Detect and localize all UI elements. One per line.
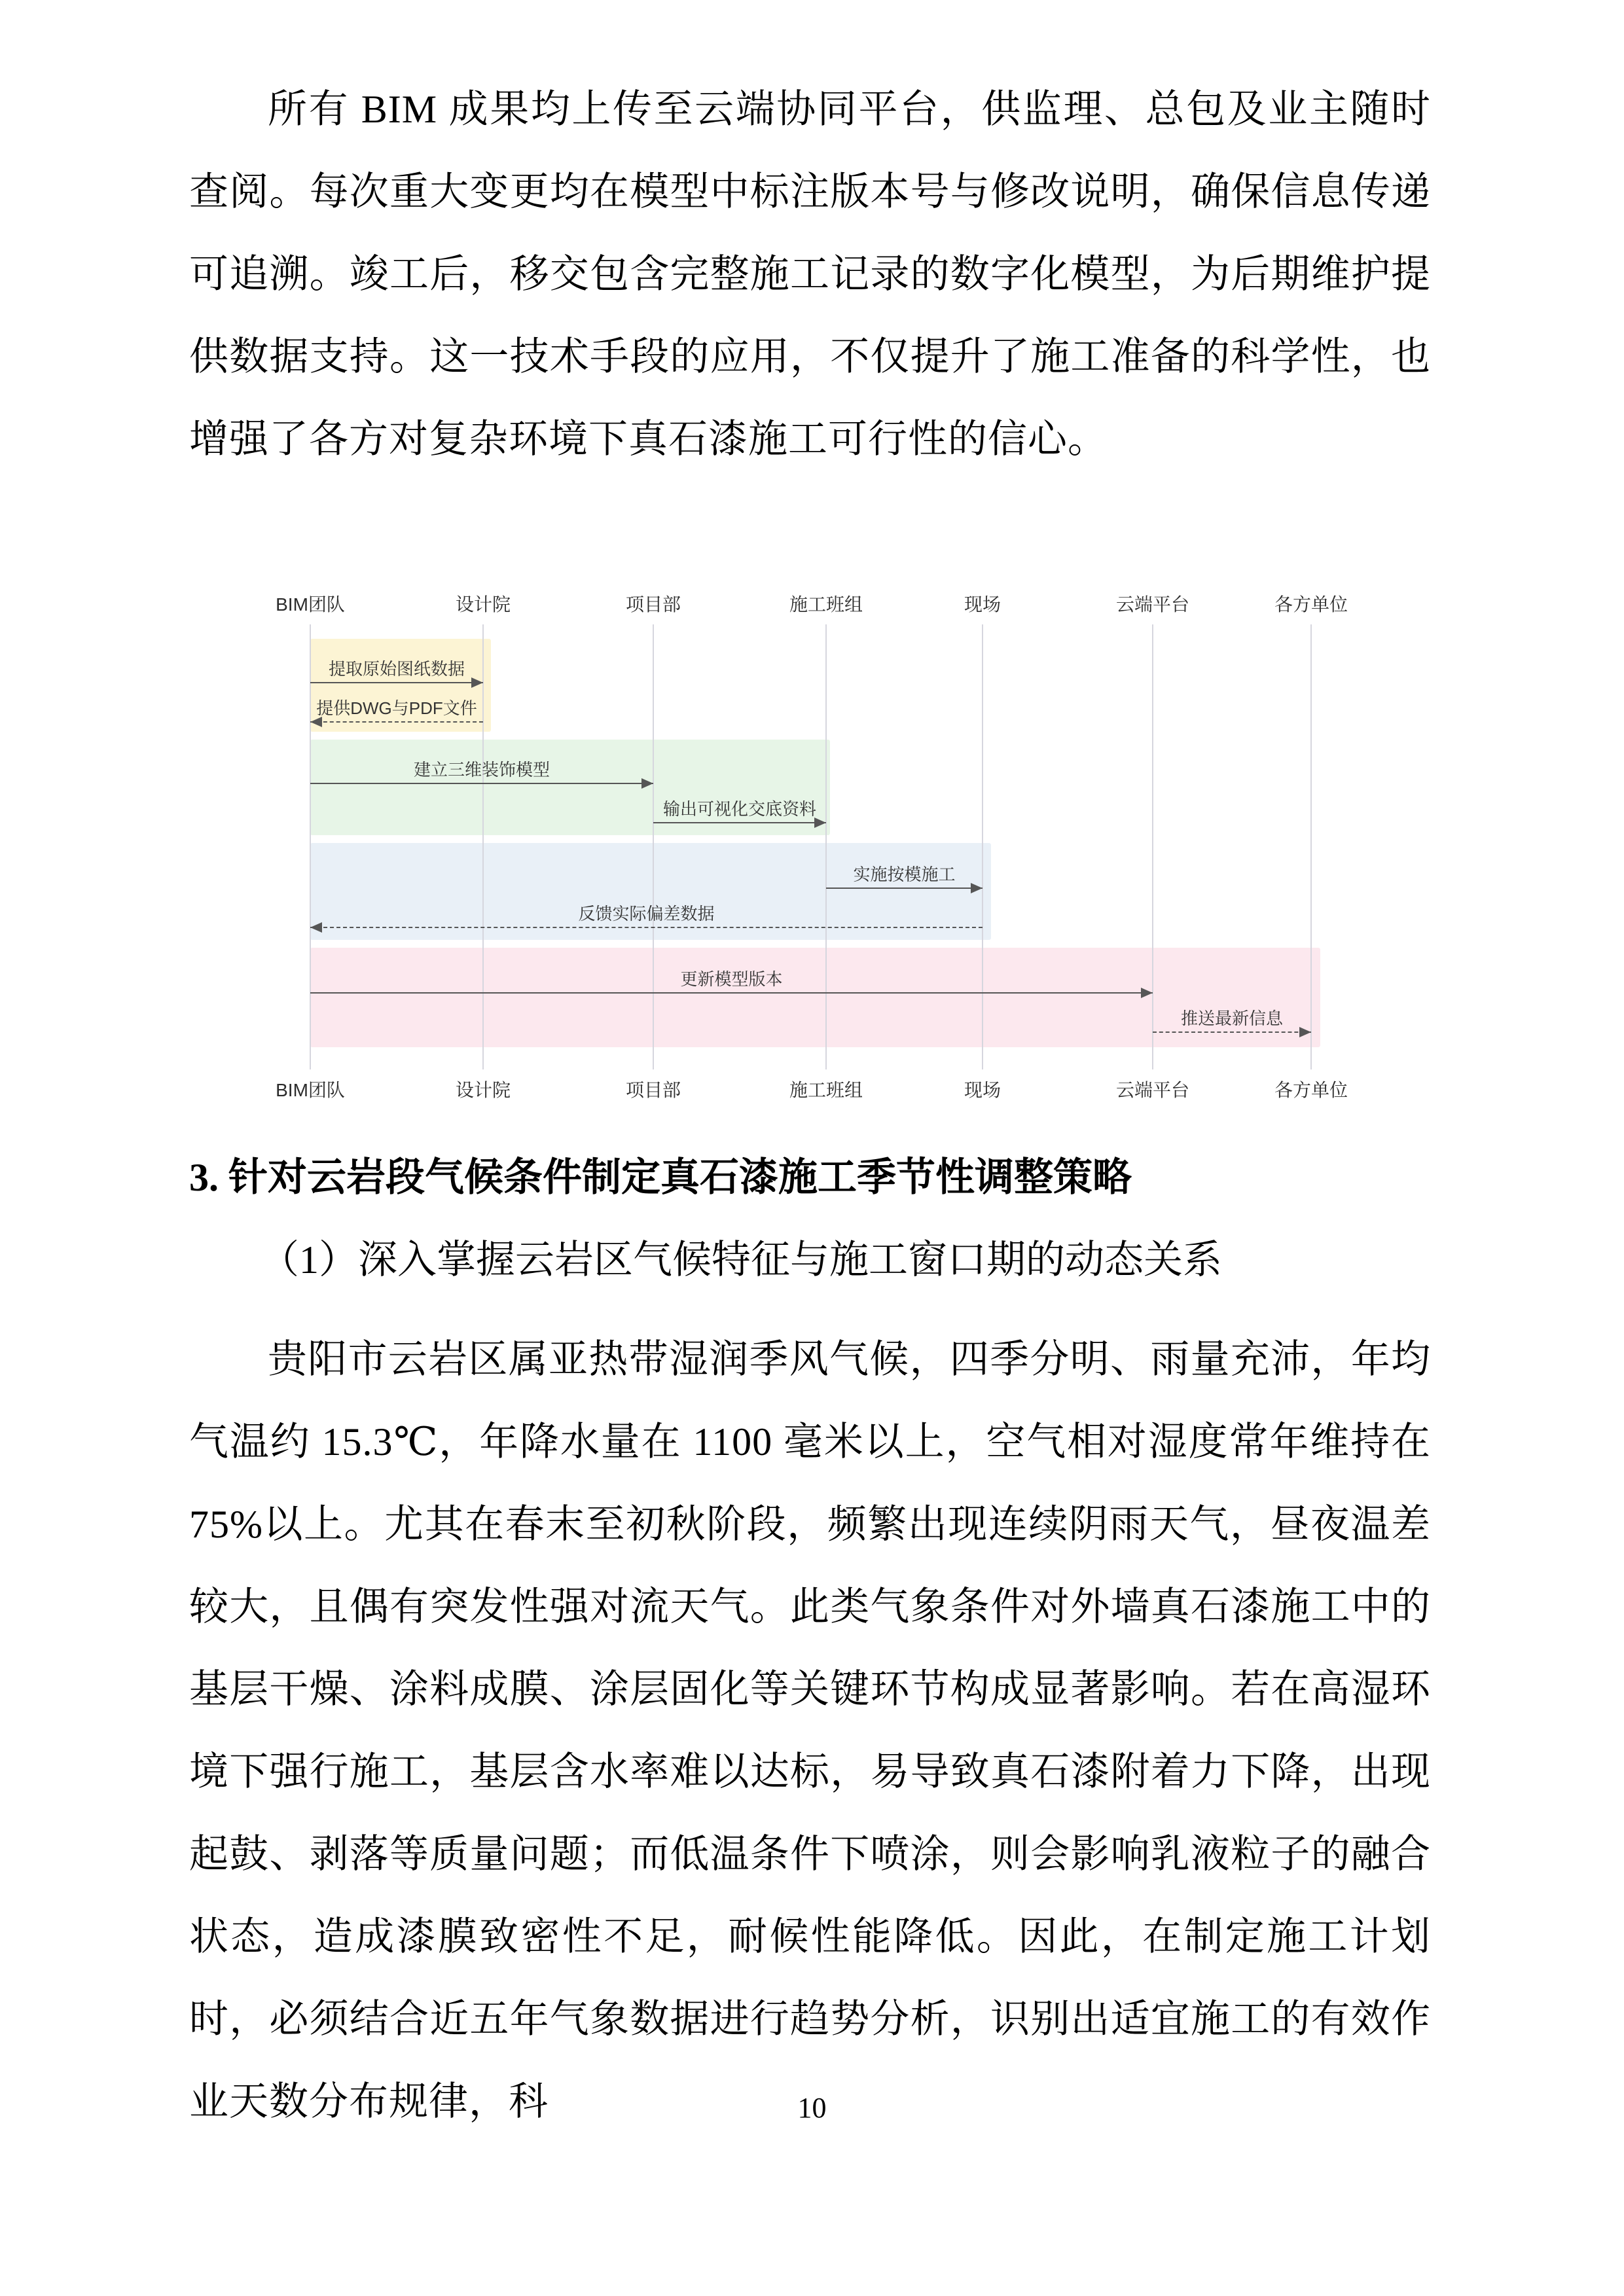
diagram-actor-label-bottom: 现场	[964, 1080, 1001, 1100]
diagram-message-line	[310, 992, 1153, 994]
diagram-actor-label-top: 施工班组	[789, 594, 863, 615]
diagram-message-label: 反馈实际偏差数据	[578, 904, 715, 924]
diagram-actor-label-bottom: 设计院	[455, 1080, 511, 1100]
bim-sequence-diagram	[268, 584, 1355, 1107]
diagram-message-label: 推送最新信息	[1180, 1009, 1283, 1028]
diagram-lifeline	[825, 624, 827, 1069]
diagram-lifeline	[982, 624, 983, 1069]
diagram-actor-label-top: 云端平台	[1115, 594, 1190, 615]
diagram-message-label: 建立三维装饰模型	[413, 760, 550, 780]
section-heading: 3. 针对云岩段气候条件制定真石漆施工季节性调整策略	[189, 1156, 1132, 1199]
diagram-message-label: 实施按模施工	[853, 865, 956, 884]
diagram-phase-band	[310, 843, 991, 940]
diagram-message-line	[653, 822, 826, 823]
page-number: 10	[797, 2092, 827, 2124]
diagram-lifeline	[1152, 624, 1153, 1069]
diagram-lifeline	[653, 624, 654, 1069]
diagram-message-label: 提供DWG与PDF文件	[316, 698, 477, 718]
diagram-actor-label-bottom: 云端平台	[1115, 1080, 1190, 1100]
diagram-message-label: 更新模型版本	[680, 969, 783, 989]
diagram-actor-label-top: 现场	[964, 594, 1001, 615]
diagram-message-label: 输出可视化交底资料	[662, 799, 816, 819]
diagram-lifeline	[1310, 624, 1312, 1069]
diagram-actor-label-bottom: 施工班组	[789, 1080, 863, 1100]
diagram-message-line	[310, 927, 983, 928]
paragraph-bim-summary: 所有 BIM 成果均上传至云端协同平台，供监理、总包及业主随时查阅。每次重大变更均在模型中标注版本号与修改说明，确保信息传递可追溯。竣工后，移交包含完整施工记录的数字化模型，为后期维护提供数据支持。这一技术手段的应用，不仅提升了施工准备的科学性，也增强了各方对复杂环境下真石漆施工可行性的信心。	[189, 88, 1431, 461]
diagram-lifeline	[310, 624, 311, 1069]
diagram-actor-label-bottom: BIM团队	[276, 1080, 345, 1100]
diagram-actor-label-top: 项目部	[625, 594, 681, 615]
diagram-message-line	[310, 783, 653, 784]
diagram-actor-label-bottom: 项目部	[625, 1080, 681, 1100]
diagram-message-line	[1153, 1031, 1311, 1033]
diagram-actor-label-top: 设计院	[455, 594, 511, 615]
subsection-heading: （1）深入掌握云岩区气候特征与施工窗口期的动态关系	[260, 1238, 1222, 1282]
diagram-actor-label-top: 各方单位	[1274, 594, 1348, 615]
diagram-message-line	[310, 682, 483, 683]
diagram-lifeline	[482, 624, 484, 1069]
paragraph-climate: 贵阳市云岩区属亚热带湿润季风气候，四季分明、雨量充沛，年均气温约 15.3℃，年降水量在 1100 毫米以上，空气相对湿度常年维持在 75%以上。尤其在春末至初秋阶段，频繁出现连续阴雨天气，昼夜温差较大，且偶有突发性强对流天气。此类气象条件对外墙真石漆施工中的基层干燥、涂料成膜、涂层固化等关键环节构成显著影响。若在高湿环境下强行施工，基层含水率难以达标，易导致真石漆附着力下降，出现起鼓、剥落等质量问题；而低温条件下喷涂，则会影响乳液粒子的融合状态，造成漆膜致密性不足，耐候性能降低。因此，在制定施工计划时，必须结合近五年气象数据进行趋势分析，识别出适宜施工的有效作业天数分布规律，科	[189, 1338, 1431, 2123]
diagram-message-line	[826, 888, 983, 889]
diagram-actor-label-bottom: 各方单位	[1274, 1080, 1348, 1100]
diagram-phase-band	[310, 740, 830, 835]
diagram-actor-label-top: BIM团队	[276, 594, 345, 615]
diagram-message-label: 提取原始图纸数据	[328, 659, 465, 679]
diagram-message-line	[310, 721, 483, 723]
